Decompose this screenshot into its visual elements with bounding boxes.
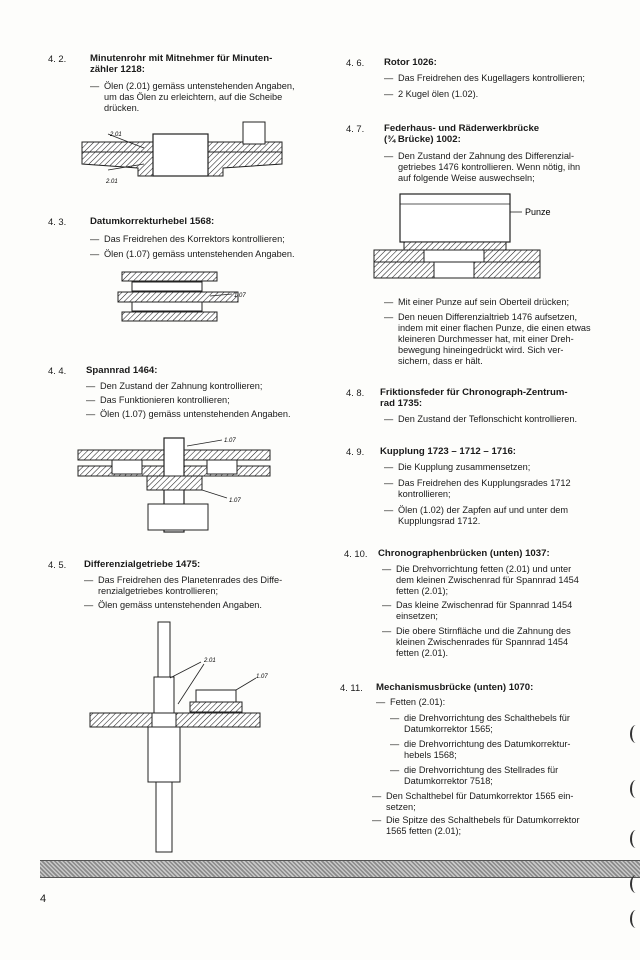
diagram-datumkorrekturhebel — [110, 270, 260, 332]
section-title: Minutenrohr mit Mitnehmer für Minuten- zähler 1218: — [90, 53, 273, 76]
binder-mark — [630, 780, 640, 798]
oil-label: 2.01 — [204, 658, 216, 664]
section-number: 4. 4. — [48, 365, 67, 376]
binder-mark — [630, 875, 640, 893]
page-number: 4 — [40, 893, 47, 905]
section-number: 4. 2. — [48, 53, 67, 64]
binder-mark — [630, 725, 640, 743]
section-title: Kupplung 1723 – 1712 – 1716: — [380, 446, 516, 457]
section-number: 4. 11. — [340, 682, 363, 693]
punze-label: Punze — [525, 207, 551, 217]
oil-label: 1.07 — [229, 498, 241, 504]
section-number: 4. 8. — [346, 387, 365, 398]
section-title: Federhaus- und Räderwerkbrücke (¾ Brücke) 1002: — [384, 123, 540, 146]
section-number: 4. 7. — [346, 123, 365, 134]
section-title: Rotor 1026: — [384, 57, 437, 68]
section-number: 4. 3. — [48, 216, 67, 227]
oil-label: 1.07 — [256, 674, 268, 680]
diagram-differenzialgetriebe — [86, 618, 276, 858]
section-title: Chronographenbrücken (unten) 1037: — [378, 548, 550, 559]
oil-label: 2.01 — [110, 132, 122, 138]
section-number: 4. 5. — [48, 559, 67, 570]
oil-label: 2.01 — [106, 179, 118, 185]
binder-mark — [630, 830, 640, 848]
section-title: Friktionsfeder für Chronograph-Zentrum- rad 1735: — [380, 387, 568, 410]
binder-mark — [630, 910, 640, 928]
section-number: 4. 10. — [344, 548, 368, 559]
section-title: Spannrad 1464: — [86, 365, 158, 376]
diagram-punze — [372, 190, 572, 285]
section-title: Datumkorrekturhebel 1568: — [90, 216, 215, 227]
section-title: Differenzialgetriebe 1475: — [84, 559, 201, 570]
diagram-spannrad — [72, 432, 282, 532]
section-number: 4. 6. — [346, 57, 365, 68]
section-title: Mechanismusbrücke (unten) 1070: — [376, 682, 534, 693]
oil-label: 1.07 — [224, 438, 236, 444]
diagram-minutenrohr — [78, 118, 298, 193]
section-number: 4. 9. — [346, 446, 365, 457]
footer-bar — [40, 860, 640, 878]
oil-label: 1.07 — [234, 293, 246, 299]
